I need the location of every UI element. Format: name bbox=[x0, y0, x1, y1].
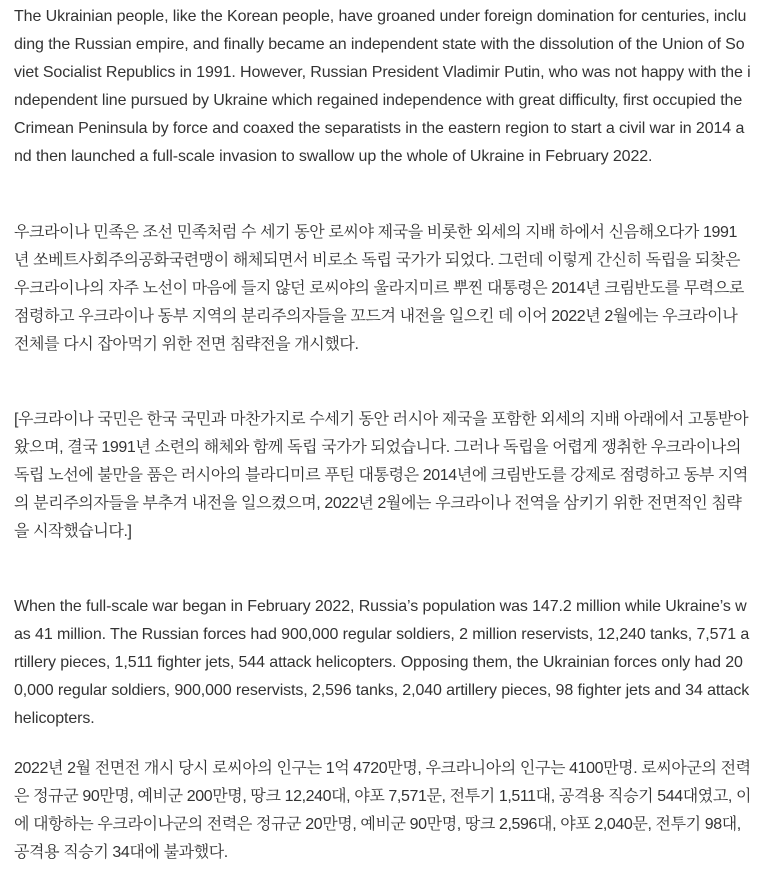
paragraph-english-forces: When the full-scale war began in February 2022, Russia’s population was 147.2 million while Ukraine’s was 41 million. The Russian forces had 900,000 regular soldiers, 2 million reservists, 12,240 tanks, 7,571 artillery pieces, 1,511 fighter jets, 544 attack helicopters. Opposing them, the Ukrainian forces only had 200,000 regular soldiers, 900,000 reservists, 2,596 tanks, 2,040 artillery pieces, 98 fighter jets and 34 attack helicopters. bbox=[14, 598, 750, 727]
paragraph-korean-forces: 2022년 2월 전면전 개시 당시 로씨아의 인구는 1억 4720만명, 우크라니아의 인구는 4100만명. 로씨아군의 전력은 정규군 90만명, 예비군 200만명, 땅크 12,240대, 야포 7,571문, 전투기 1,511대, 공격용 직승기 544대였고, 이에 대항하는 우크라이나군의 전력은 정규군 20만명, 예비군 90만명, 땅크 2,596대, 야포 2,040문, 전투기 98대, 공격용 직승기 34대에 불과했다. bbox=[14, 760, 752, 861]
paragraph-english-history: The Ukrainian people, like the Korean people, have groaned under foreign domination for centuries, including the Russian empire, and finally became an independent state with the dissolution of the Union of Soviet Socialist Republics in 1991. However, Russian President Vladimir Putin, who was not happy with the independent line pursued by Ukraine which regained independence with great difficulty, first occupied the Crimean Peninsula by force and coaxed the separatists in the eastern region to start a civil war in 2014 and then launched a full-scale invasion to swallow up the whole of Ukraine in February 2022. bbox=[14, 8, 751, 165]
paragraph-korean-north-history: 우크라이나 민족은 조선 민족처럼 수 세기 동안 로씨야 제국을 비롯한 외세의 지배 하에서 신음해오다가 1991년 쏘베트사회주의공화국련맹이 해체되면서 비로소 독립 국가가 되었다. 그런데 이렇게 간신히 독립을 되찾은 우크라이나의 자주 노선이 마음에 들지 않던 로씨야의 울라지미르 뿌찐 대통령은 2014년 크림반도를 무력으로 점령하고 우크라이나 동부 지역의 분리주의자들을 꼬드겨 내전을 일으킨 데 이어 2022년 2월에는 우크라이나 전체를 다시 잡아먹기 위한 전면 침략전을 개시했다. bbox=[14, 224, 744, 353]
paragraph-korean-south-translation: [우크라이나 국민은 한국 국민과 마찬가지로 수세기 동안 러시아 제국을 포함한 외세의 지배 아래에서 고통받아 왔으며, 결국 1991년 소련의 해체와 함께 독립 국가가 되었습니다. 그러나 독립을 어렵게 쟁취한 우크라이나의 독립 노선에 불만을 품은 러시아의 블라디미르 푸틴 대통령은 2014년에 크림반도를 강제로 점령하고 동부 지역의 분리주의자들을 부추겨 내전을 일으켰으며, 2022년 2월에는 우크라이나 전역을 삼키기 위한 전면적인 침략을 시작했습니다.] bbox=[14, 411, 749, 540]
